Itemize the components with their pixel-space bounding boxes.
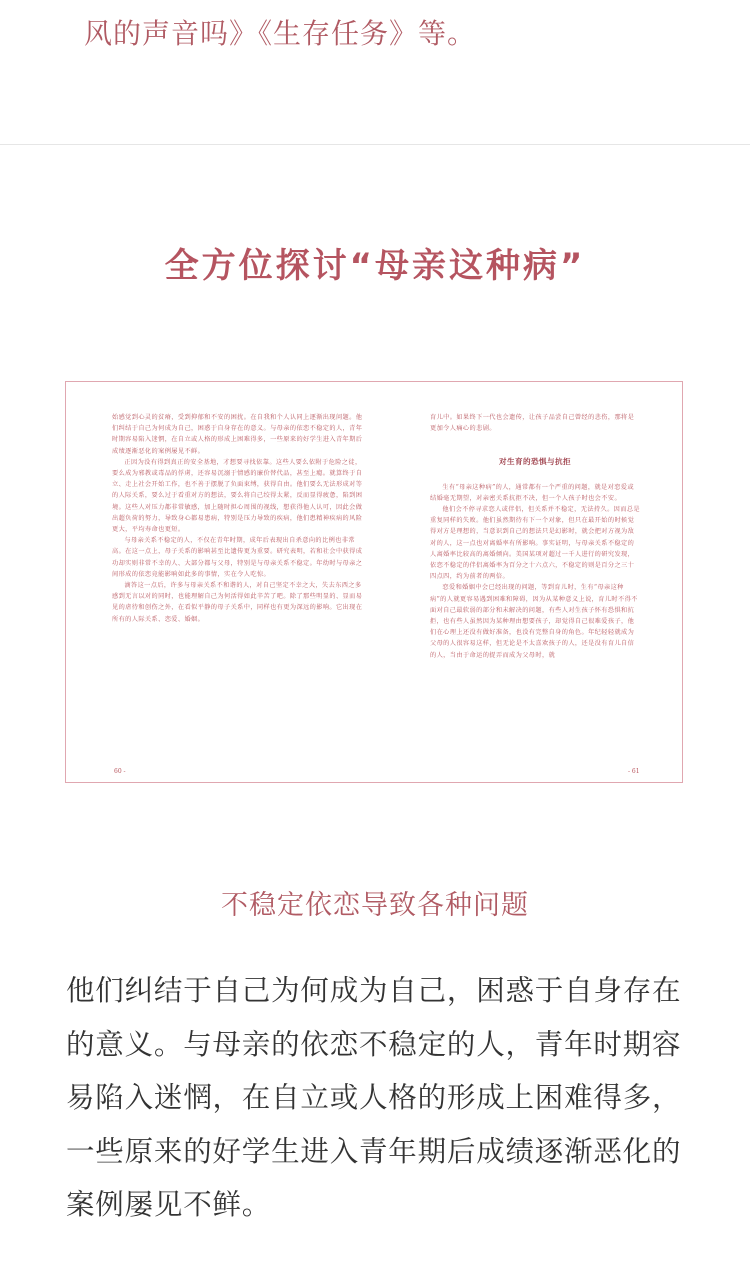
right-page [430, 412, 640, 661]
left-page-number: 60 - [114, 768, 126, 775]
right-page-paragraph: 他们会不停寻求恋人或伴侣，但关系并不稳定，无法持久。因而总是重复同样的失败。他们虽然期待有下一个对象，但只在最开始的时候觉得对方是理想的，当意识到自己的想法只是幻影时，就会把对方视为敌对的人，这一点也对离婚率有所影响。事实证明，与母亲关系不稳定的人离婚率比较高的离婚倾向。美国某项对超过一千人进行的研究发现，依恋不稳定的伴侣离婚率为百分之十六点六，不稳定的则是百分之三十四点四，约为前者的两倍。 [430, 506, 641, 581]
left-page [112, 412, 368, 625]
top-text-line: 风的声音吗》《生存任务》等。 [84, 17, 477, 50]
section-title: 全方位探讨“母亲这种病” [164, 246, 586, 286]
right-page-paragraph: 恋爱和婚姻中会已经出现的问题，等到育儿时，生有“母亲这种病”的人就更容易遇到困难和障碍，因为从某种意义上说，育儿时不得不面对自己最软弱的部分和未解决的问题，有些人对生孩子怀有恐惧和抗拒，也有些人虽然因为某种理由想要孩子，却觉得自己很难爱孩子，他们在心理上还没有做好准备，也没有完整自身的角色。年纪轻轻就成为父母的人很容易这样，但无论是不太喜欢孩子的人，还是没有育儿自信的人，当由于命运的捉弄而成为父母时，就 [430, 584, 638, 659]
left-page-paragraph: 正因为没有得到真正的安全基地，才想要寻找依靠。这些人要么依附于危险之徒，要么成为邪教或毒品的俘虏，还容易沉溺于情感的廉价替代品，甚至上瘾。就算终于自立、走上社会开始工作，也不善于摆脱了负面束缚，获得自由。他们要么无法形成对等的人际关系，要么过于看重对方的想法，要么将自己绞得太紧，反而显得疲惫，陷到困境。这些人对压力都非常敏感，加上随时担心周围的视线，想获得他人认可，因此会做出超负荷的努力，导致身心都易患病，特别是压力导致的疾病，他们患精神疾病的风险更大，平均寿命也更短。 [112, 458, 363, 534]
right-page-paragraph: 生有“母亲这种病”的人，通常都有一个严重的问题，就是对恋爱或结婚毫无期望，对亲密关系抗拒不决，但一个人孩子时也会不安。 [430, 483, 634, 502]
book-spread-image [65, 381, 683, 783]
body-paragraph: 他们纠结于自己为何成为自己，困惑于自身存在的意义。与母亲的依恋不稳定的人，青年时期容易陷入迷惘，在自立或人格的形成上困难得多，一些原来的好学生进入青年期后成绩逐渐恶化的案例屡见不鲜。 [66, 974, 682, 1222]
subsection-title: 不稳定依恋导致各种问题 [221, 890, 529, 921]
right-page-top-paragraph: 育儿中。如果终下一代也会遗传，让孩子品尝自己曾经的悲伤，那将是更加令人痛心的悲剧。 [430, 414, 635, 433]
left-page-paragraph: 始感觉到心灵的贫瘠，受到抑郁和不安的困扰。在自我和个人认同上逐渐出现问题。他们纠结于自己为何成为自己，困惑于自身存在的意义。与母亲的依恋不稳定的人，青年时期容易陷入迷惘，在自立或人格的形成上困难得多，一些原来的好学生进入青年期后成绩逐渐恶化的案例屡见不鲜。 [112, 414, 363, 455]
section-divider [0, 144, 750, 145]
left-page-paragraph: 滴答这一点后，许多与母亲关系不和谐的人，对自己坚定不幸之大，失去东西之多感到无言以对的同时，也能理解自己为何活得如此辛苦了吧。除了那些明显的、显而易见的虐待和创伤之外，在看似平静的母子关系中，同样也有更为深远的影响。它出现在所有的人际关系、恋爱、婚姻。 [112, 582, 363, 623]
left-page-paragraph: 与母亲关系不稳定的人，不仅在青年时期，成年后表现出自杀意向的比例也非常高。在这一点上，母子关系的影响甚至比遗传更为重要。研究表明，若和社会中获得成功却实则非常不幸的人、大部分都与父母，特别是与母亲关系不稳定。年幼时与母亲之间形成的依恋竟能影响如此多的事情，实在令人吃惊。 [112, 537, 363, 578]
right-page-number: - 61 [628, 768, 640, 775]
right-page-heading: 对生育的恐惧与抗拒 [499, 457, 571, 467]
